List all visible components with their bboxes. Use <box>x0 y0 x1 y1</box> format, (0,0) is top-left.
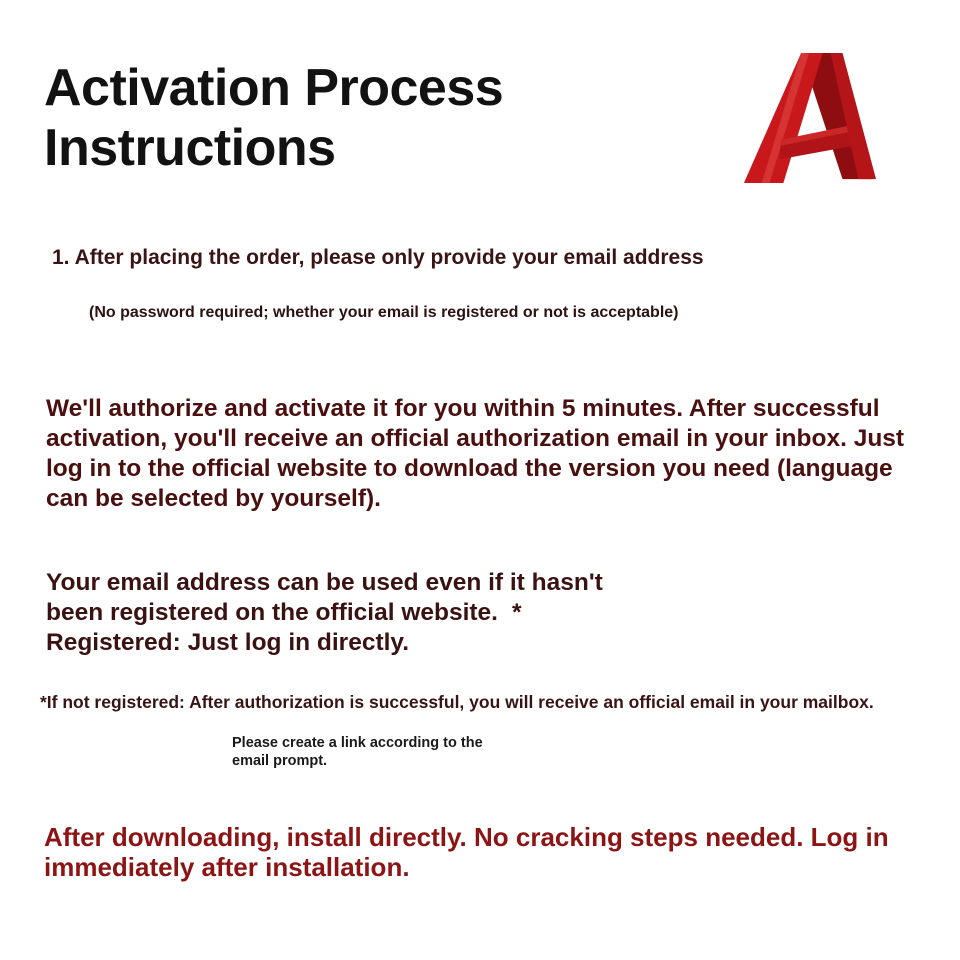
link-prompt-note: Please create a link according to the email prompt. <box>232 735 483 769</box>
page-title-line-2: Instructions <box>44 119 336 177</box>
email-info-line-2: been registered on the official website. <box>46 599 498 626</box>
authorization-paragraph: We'll authorize and activate it for you within 5 minutes. After successful activation, you'll receive an official authorization email in your inbox. Just log in to the official website to download the version you need (language can be selected by yourself). <box>46 395 905 512</box>
email-info-line-1: Your email address can be used even if it hasn't <box>46 569 603 596</box>
autocad-a-logo-icon <box>740 48 878 188</box>
step-one-note: (No password required; whether your email is registered or not is acceptable) <box>89 304 679 321</box>
step-one-text: 1. After placing the order, please only provide your email address <box>52 246 704 269</box>
page-title-line-1: Activation Process <box>44 59 504 117</box>
email-info-line-3: Registered: Just log in directly. <box>46 629 410 656</box>
page-title <box>44 58 503 178</box>
final-install-note: After downloading, install directly. No cracking steps needed. Log in immediately after installation. <box>44 822 889 882</box>
email-info-block <box>46 568 666 658</box>
email-info-asterisk: * <box>512 599 522 626</box>
not-registered-note: *If not registered: After authorization is successful, you will receive an official email in your mailbox. <box>40 692 874 712</box>
